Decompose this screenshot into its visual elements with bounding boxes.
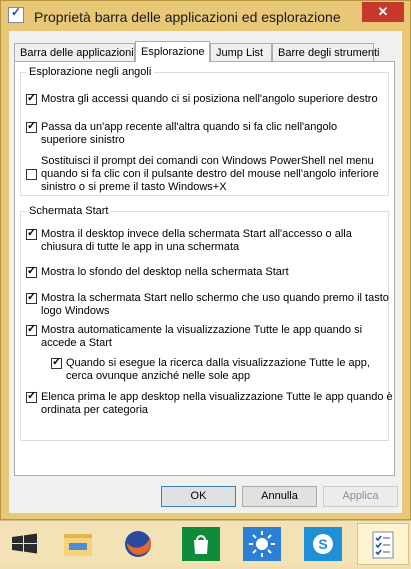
- checkbox-replace-powershell[interactable]: [26, 169, 37, 180]
- start-button[interactable]: [0, 523, 50, 565]
- option-label: Mostra il desktop invece della schermata Start all'accesso o alla chiusura di tutte le app in una schermata: [41, 228, 352, 253]
- tab-barra-delle-applicazioni[interactable]: Barra delle applicazioni: [14, 43, 135, 61]
- tab-esplorazione[interactable]: Esplorazione: [135, 41, 210, 62]
- checkbox-list-desktop-apps-first[interactable]: [26, 392, 37, 403]
- store-icon: [176, 523, 226, 565]
- option-label: Passa da un'app recente all'altra quando si fa clic nell'angolo superiore sinistro: [41, 121, 338, 146]
- checkbox-show-desktop-background[interactable]: [26, 267, 37, 278]
- file-explorer-icon: [53, 523, 103, 565]
- window-title: Proprietà barra delle applicazioni ed esplorazione: [34, 9, 341, 25]
- option-label: Mostra gli accessi quando ci si posiziona nell'angolo superiore destro: [41, 93, 378, 105]
- group-start-screen: [20, 205, 393, 441]
- svg-text:S: S: [318, 536, 328, 552]
- option-label: Mostra automaticamente la visualizzazione Tutte le app quando si accede a Start: [41, 324, 363, 349]
- checkbox-switch-recent-apps[interactable]: [26, 122, 37, 133]
- checkmark-icon: ✓: [27, 120, 37, 132]
- apply-button[interactable]: Applica: [323, 486, 398, 507]
- taskbar-properties-icon: [358, 524, 408, 566]
- checkmark-icon: ✓: [27, 291, 37, 303]
- checkbox-show-desktop-instead[interactable]: [26, 229, 37, 240]
- tab-panel-esplorazione: [14, 61, 395, 476]
- checkmark-icon: ✓: [27, 323, 37, 335]
- start-icon: [0, 523, 50, 565]
- title-bar[interactable]: [1, 1, 410, 31]
- option-label: Quando si esegue la ricerca dalla visualizzazione Tutte le app, cerca ovunque anziché nelle sole app: [66, 357, 370, 382]
- checkmark-icon: ✓: [27, 227, 37, 239]
- tab-barre-degli-strumenti[interactable]: Barre degli strumenti: [272, 43, 374, 61]
- ok-button[interactable]: OK: [161, 486, 236, 507]
- skype-icon: [298, 523, 348, 565]
- checkbox-show-all-apps[interactable]: [26, 325, 37, 336]
- checkmark-icon: ✓: [27, 265, 37, 277]
- checkbox-search-everywhere[interactable]: [51, 358, 62, 369]
- taskbar-store[interactable]: [176, 523, 226, 565]
- group-title-start: Schermata Start: [26, 205, 111, 217]
- checkmark-icon: ✓: [27, 92, 37, 104]
- option-label: Mostra lo sfondo del desktop nella schermata Start: [41, 266, 289, 278]
- tab-jump-list[interactable]: Jump List: [210, 43, 272, 61]
- option-label: Mostra la schermata Start nello schermo che uso quando premo il tasto logo Windows: [41, 292, 389, 317]
- option-label: Sostituisci il prompt dei comandi con Windows PowerShell nel menu quando si fa clic con il pulsante destro del mouse nell'angolo inferiore sinistro o si preme il tasto Windows+X: [41, 155, 379, 193]
- group-corner-navigation: [20, 66, 389, 196]
- group-title-corner: Esplorazione negli angoli: [26, 66, 154, 78]
- taskbar: [0, 520, 411, 566]
- taskbar-firefox[interactable]: [113, 523, 163, 565]
- taskbar-file-explorer[interactable]: [53, 523, 103, 565]
- app-checklist-icon: ✓: [8, 7, 24, 23]
- checkmark-icon: ✓: [27, 390, 37, 402]
- taskbar-skype[interactable]: [298, 523, 348, 565]
- option-label: Elenca prima le app desktop nella visualizzazione Tutte le app quando è ordinata per categoria: [41, 391, 393, 416]
- taskbar-brightness[interactable]: [237, 523, 287, 565]
- cancel-button[interactable]: Annulla: [242, 486, 317, 507]
- close-button[interactable]: ✕: [362, 2, 404, 22]
- taskbar-properties-app[interactable]: [357, 523, 409, 565]
- dialog-client: [9, 31, 402, 513]
- checkbox-show-charms[interactable]: [26, 94, 37, 105]
- checkmark-icon: ✓: [52, 356, 62, 368]
- firefox-icon: [113, 523, 163, 565]
- brightness-icon: [237, 523, 287, 565]
- checkbox-start-on-current-screen[interactable]: [26, 293, 37, 304]
